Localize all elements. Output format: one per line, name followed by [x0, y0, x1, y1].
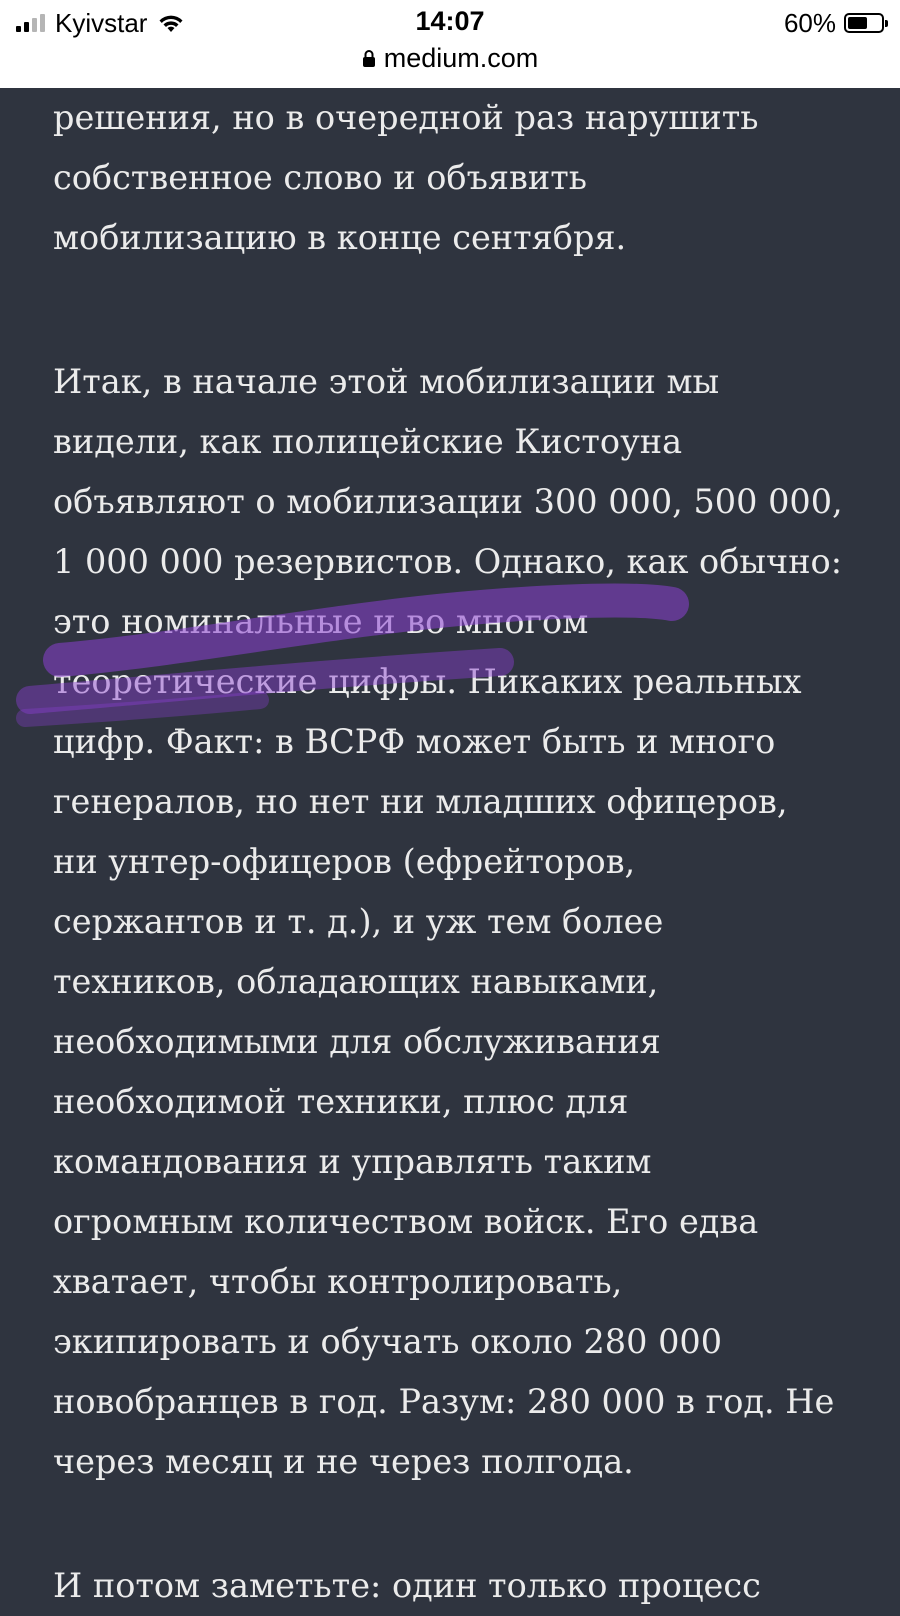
carrier-name: Kyivstar [55, 7, 148, 38]
page-url: medium.com [383, 42, 539, 73]
article-paragraph: Итак, в начале этой мобилизации мы видели, как полицейские Кистоуна объявляют о мобилизации 300 000, 500 000, 1 000 000 резервистов. Однако, как обычно: это номинальные и во многом теоретические цифры. Никаких реальных цифр. Факт: в ВСРФ может быть и много генералов, но нет ни младших офицеров, ни унтер-офицеров (ефрейторов, сержантов и т. д.), и уж тем более техников, обладающих навыками, необходимыми для обслуживания необходимой техники, плюс для командования и управлять таким огромным количеством войск. Его едва хватает, чтобы контролировать, экипировать и обучать около 280 000 новобранцев в год. Разум: 280 000 в год. Не через месяц и не через полгода. [53, 362, 843, 1481]
battery-area [784, 8, 884, 38]
lock-icon [362, 49, 376, 67]
article-paragraph: решения, но в очередной раз нарушить собственное слово и объявить мобилизацию в конце сентября. [53, 98, 759, 257]
battery-percent: 60% [783, 7, 836, 38]
status-time: 14:07 [415, 6, 485, 36]
article-paragraph: И потом заметьте: один только процесс [53, 1566, 761, 1605]
address-bar[interactable] [0, 40, 900, 76]
status-bar [0, 0, 900, 88]
battery-icon [844, 13, 884, 33]
article-body [53, 88, 873, 1616]
battery-level-fill [848, 17, 867, 29]
